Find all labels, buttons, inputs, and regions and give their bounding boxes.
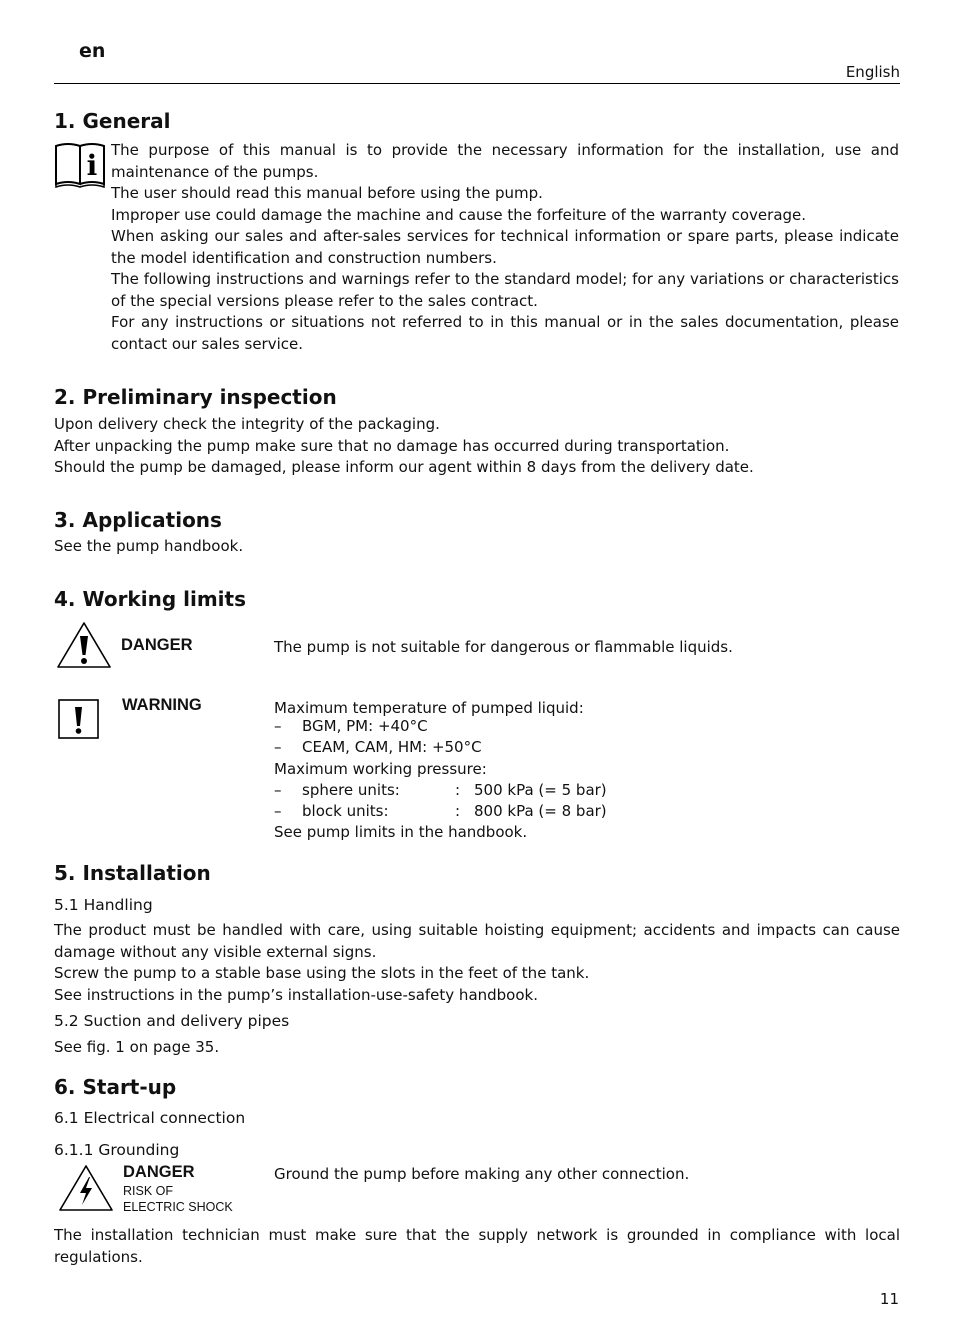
danger-warning-icon bbox=[56, 620, 112, 670]
risk-label bbox=[123, 1183, 233, 1215]
electric-shock-icon bbox=[58, 1163, 114, 1213]
pressure-heading: Maximum working pressure: bbox=[274, 760, 487, 778]
pressure-dash: – bbox=[274, 781, 282, 799]
handling-line: See instructions in the pump’s installation-use-safety handbook. bbox=[54, 985, 538, 1004]
handling-lines bbox=[54, 963, 900, 1006]
language-code: en bbox=[79, 40, 106, 62]
grounding-paragraph: The installation technician must make sure that the supply network is grounded in compliance with local regulations. bbox=[54, 1226, 900, 1266]
pressure-item-name: block units: bbox=[302, 802, 389, 820]
risk-line: RISK OF bbox=[123, 1184, 174, 1198]
general-para: Improper use could damage the machine and cause the forfeiture of the warranty coverage. bbox=[111, 205, 807, 224]
section-title-working-limits: 4. Working limits bbox=[54, 587, 246, 611]
pipes-text: See fig. 1 on page 35. bbox=[54, 1038, 220, 1056]
general-para: When asking our sales and after-sales services for technical information or spare parts, please indicate the model identification and construction numbers. bbox=[111, 227, 899, 267]
temp-dash: – bbox=[274, 717, 282, 735]
temp-item: CEAM, CAM, HM: +50°C bbox=[302, 738, 482, 756]
pressure-dash: – bbox=[274, 802, 282, 820]
section-title-inspection: 2. Preliminary inspection bbox=[54, 385, 337, 409]
general-paragraphs bbox=[111, 140, 899, 355]
warning-icon bbox=[58, 699, 99, 739]
section-title-applications: 3. Applications bbox=[54, 508, 222, 532]
subsection-title-pipes: 5.2 Suction and delivery pipes bbox=[54, 1012, 290, 1030]
risk-line: ELECTRIC SHOCK bbox=[123, 1200, 233, 1214]
subsection-title-grounding: 6.1.1 Grounding bbox=[54, 1141, 180, 1159]
section-title-installation: 5. Installation bbox=[54, 861, 211, 885]
warning-label: WARNING bbox=[122, 696, 202, 714]
danger-text: The pump is not suitable for dangerous or flammable liquids. bbox=[274, 638, 733, 656]
general-para: For any instructions or situations not referred to in this manual or in the sales documentation, please contact our sales service. bbox=[111, 313, 899, 353]
handling-line: Screw the pump to a stable base using the slots in the feet of the tank. bbox=[54, 964, 590, 982]
general-para: The purpose of this manual is to provide the necessary information for the installation, use and maintenance of the pumps. bbox=[111, 141, 899, 181]
inspection-line: After unpacking the pump make sure that no damage has occurred during transportation. bbox=[54, 436, 730, 455]
header-rule bbox=[54, 83, 900, 84]
subsection-title-handling: 5.1 Handling bbox=[54, 896, 153, 914]
temperature-heading: Maximum temperature of pumped liquid: bbox=[274, 699, 584, 717]
subsection-title-electrical: 6.1 Electrical connection bbox=[54, 1109, 246, 1127]
handling-paragraph: The product must be handled with care, using suitable hoisting equipment; accidents and impacts can cause damage without any visible external signs. bbox=[54, 921, 900, 961]
inspection-line: Should the pump be damaged, please inform our agent within 8 days from the delivery date. bbox=[54, 458, 754, 476]
limits-footer: See pump limits in the handbook. bbox=[274, 823, 528, 841]
pressure-item-value: 500 kPa (= 5 bar) bbox=[474, 781, 607, 799]
applications-text: See the pump handbook. bbox=[54, 537, 244, 555]
inspection-line: Upon delivery check the integrity of the packaging. bbox=[54, 415, 440, 433]
general-para: The user should read this manual before using the pump. bbox=[111, 184, 543, 202]
pressure-colon: : bbox=[455, 802, 461, 820]
pressure-item-value: 800 kPa (= 8 bar) bbox=[474, 802, 607, 820]
pressure-colon: : bbox=[455, 781, 461, 799]
shock-danger-label: DANGER bbox=[123, 1163, 195, 1181]
language-name: English bbox=[845, 63, 900, 81]
temp-dash: – bbox=[274, 738, 282, 756]
svg-text:i: i bbox=[86, 149, 98, 182]
general-para: The following instructions and warnings refer to the standard model; for any variations or characteristics of the special versions please refer to the sales contract. bbox=[111, 270, 899, 310]
section-title-startup: 6. Start-up bbox=[54, 1075, 177, 1099]
section-title-general: 1. General bbox=[54, 109, 171, 133]
grounding-danger-text: Ground the pump before making any other connection. bbox=[274, 1165, 690, 1183]
temp-item: BGM, PM: +40°C bbox=[302, 717, 428, 735]
danger-label: DANGER bbox=[121, 636, 193, 654]
manual-info-icon bbox=[53, 140, 107, 190]
inspection-text bbox=[54, 414, 900, 479]
page-number: 11 bbox=[879, 1290, 899, 1308]
pressure-item-name: sphere units: bbox=[302, 781, 400, 799]
